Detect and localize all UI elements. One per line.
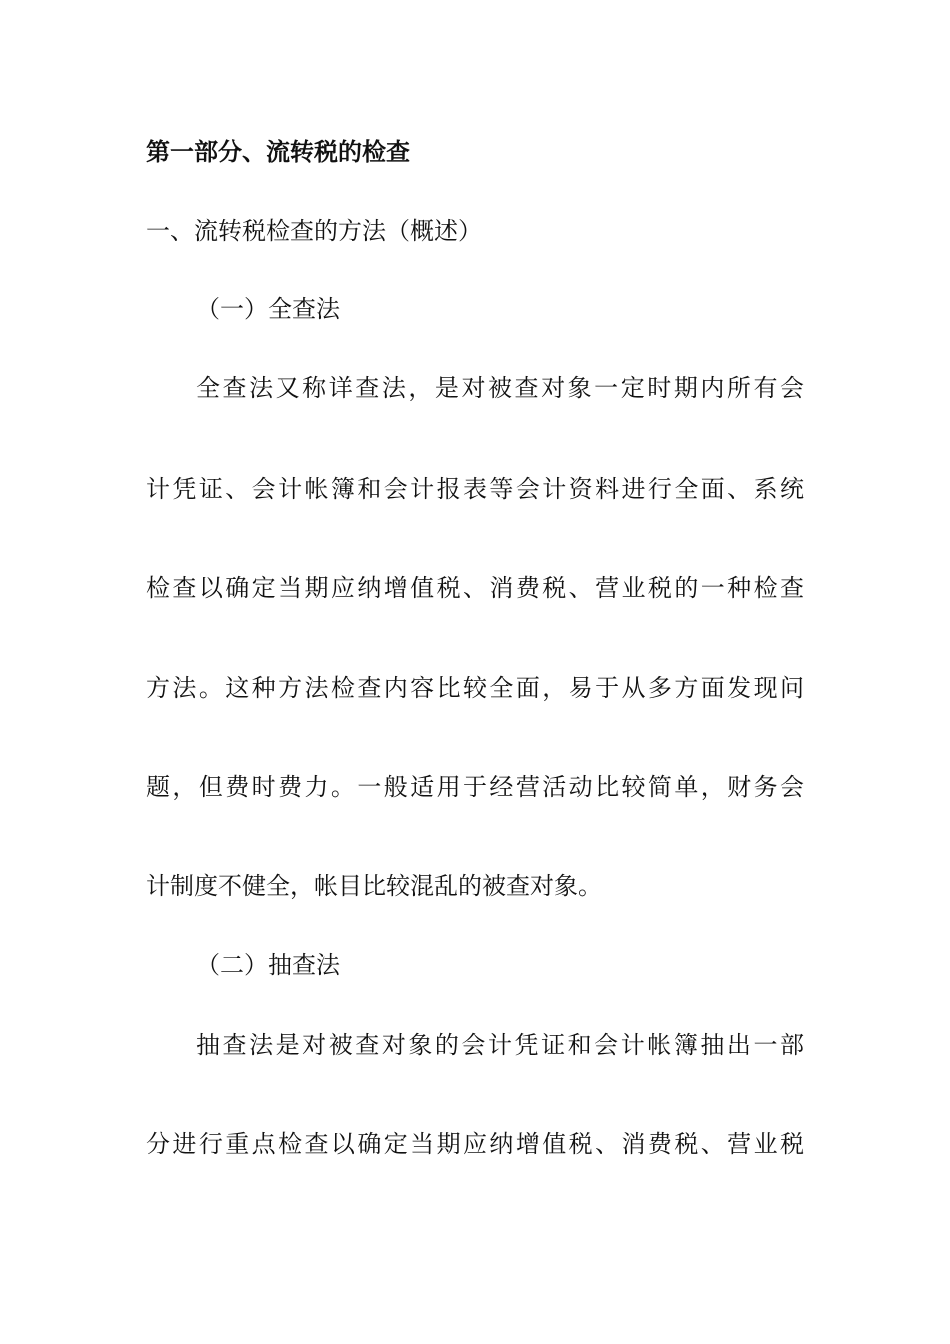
paragraph-line: 题，但费时费力。一般适用于经营活动比较简单，财务会 [146, 773, 804, 801]
paragraph-line: 抽查法是对被查对象的会计凭证和会计帐簿抽出一部 [196, 1031, 804, 1059]
paragraph-line: 全查法又称详查法，是对被查对象一定时期内所有会 [196, 374, 804, 402]
paragraph-line: 方法。这种方法检查内容比较全面，易于从多方面发现问 [146, 674, 804, 702]
part-title: 第一部分、流转税的检查 [146, 137, 410, 166]
section-heading: 一、流转税检查的方法（概述） [146, 217, 482, 245]
paragraph-line: 分进行重点检查以确定当期应纳增值税、消费税、营业税 [146, 1130, 804, 1158]
paragraph-line: 检查以确定当期应纳增值税、消费税、营业税的一种检查 [146, 574, 804, 602]
paragraph-line: 计制度不健全，帐目比较混乱的被查对象。 [146, 872, 602, 900]
subsection-heading-sample-check: （二）抽查法 [196, 951, 340, 979]
subsection-heading-full-check: （一）全查法 [196, 295, 340, 323]
paragraph-line: 计凭证、会计帐簿和会计报表等会计资料进行全面、系统 [146, 475, 804, 503]
